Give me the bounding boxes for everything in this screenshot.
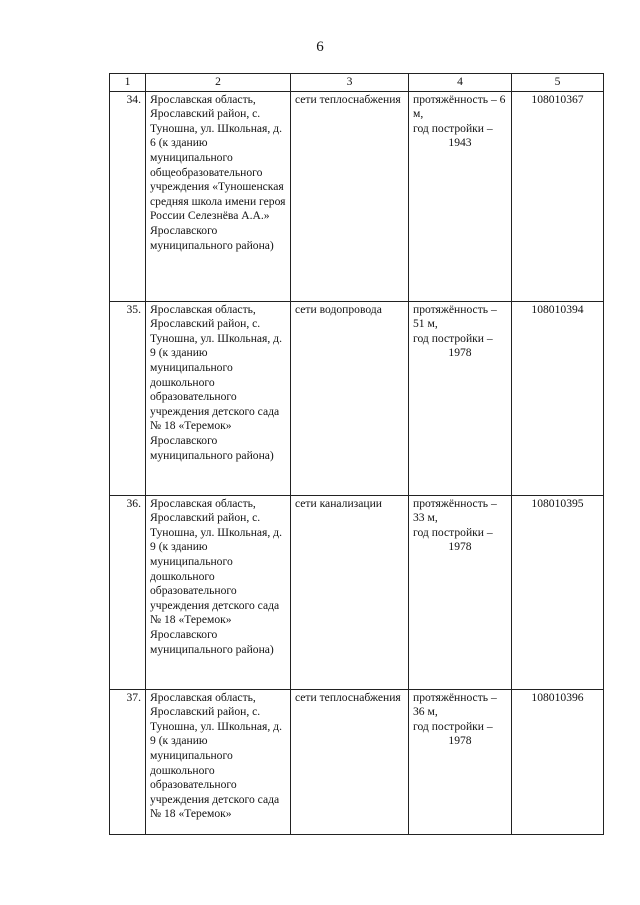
object-address: Ярославская область, Ярославский район, с. Туношна, ул. Школьная, д. 9 (к зданию муниципального дошкольного образовательного учреждения детского сада № 18 «Теремок» [146, 689, 291, 834]
construction-year-label: год постройки – [413, 331, 493, 345]
construction-year-label: год постройки – [413, 719, 493, 733]
object-length: протяжённость – 51 м, [413, 302, 497, 331]
object-length: протяжённость – 36 м, [413, 690, 497, 719]
object-type: сети водопровода [291, 301, 409, 495]
object-description [409, 301, 512, 495]
table-row [110, 495, 604, 689]
column-header-1: 1 [110, 74, 146, 92]
object-length: протяжённость – 6 м, [413, 92, 506, 121]
row-number: 36. [110, 495, 146, 689]
column-header-4: 4 [409, 74, 512, 92]
construction-year: 1978 [448, 734, 472, 748]
row-number: 37. [110, 689, 146, 834]
construction-year: 1943 [448, 136, 472, 150]
inventory-code: 108010367 [512, 91, 604, 301]
object-description [409, 495, 512, 689]
column-header-3: 3 [291, 74, 409, 92]
object-type: сети теплоснабжения [291, 689, 409, 834]
object-description [409, 91, 512, 301]
object-length: протяжённость – 33 м, [413, 496, 497, 525]
object-type: сети канализации [291, 495, 409, 689]
row-number: 35. [110, 301, 146, 495]
object-description [409, 689, 512, 834]
column-header-5: 5 [512, 74, 604, 92]
table-row [110, 689, 604, 834]
registry-table [109, 73, 604, 835]
column-header-2: 2 [146, 74, 291, 92]
inventory-code: 108010395 [512, 495, 604, 689]
construction-year: 1978 [448, 346, 472, 360]
construction-year-label: год постройки – [413, 525, 493, 539]
construction-year: 1978 [448, 540, 472, 554]
construction-year-label: год постройки – [413, 121, 493, 135]
object-address: Ярославская область, Ярославский район, с. Туношна, ул. Школьная, д. 6 (к зданию муниципального общеобразовательного учреждения «Туношенская средняя школа имени героя России Селезнёва А.А.» Ярославского муниципального района) [146, 91, 291, 301]
inventory-code: 108010394 [512, 301, 604, 495]
table-row [110, 301, 604, 495]
inventory-code: 108010396 [512, 689, 604, 834]
table-header-row [110, 74, 604, 92]
object-address: Ярославская область, Ярославский район, с. Туношна, ул. Школьная, д. 9 (к зданию муниципального дошкольного образовательного учреждения детского сада № 18 «Теремок» Ярославского муниципального района) [146, 301, 291, 495]
object-address: Ярославская область, Ярославский район, с. Туношна, ул. Школьная, д. 9 (к зданию муниципального дошкольного образовательного учреждения детского сада № 18 «Теремок» Ярославского муниципального района) [146, 495, 291, 689]
table-row [110, 91, 604, 301]
row-number: 34. [110, 91, 146, 301]
object-type: сети теплоснабжения [291, 91, 409, 301]
page-number: 6 [316, 39, 324, 55]
